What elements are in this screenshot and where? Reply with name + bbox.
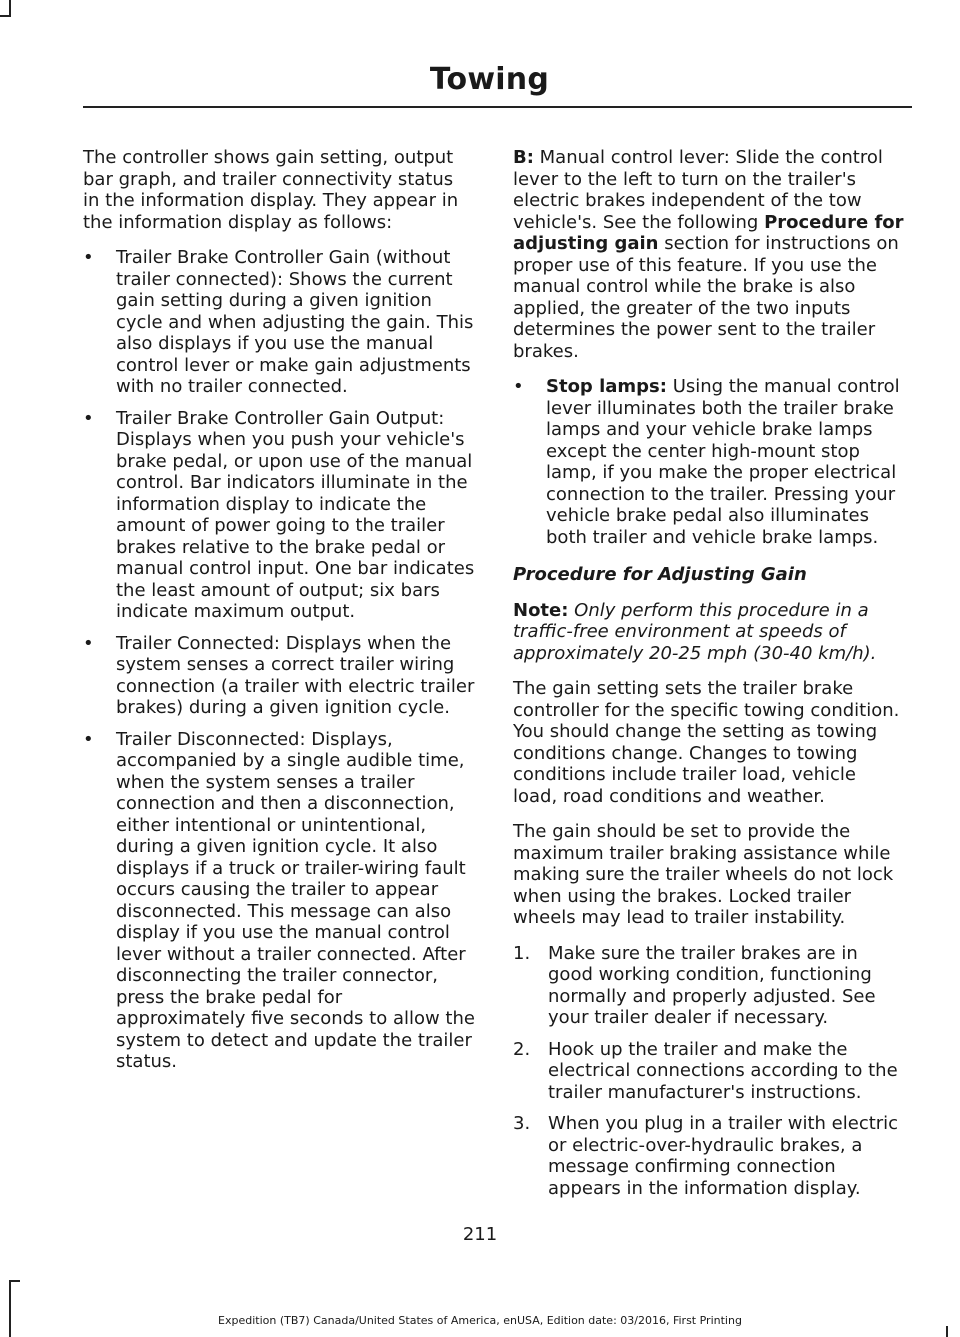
stop-lamps-list — [513, 376, 905, 548]
list-item-text: Trailer Connected: Displays when the system senses a correct trailer wiring connection (a trailer with electric trailer brakes) during a given ignition cycle. — [116, 632, 475, 718]
crop-mark-top-left-horizontal — [0, 15, 11, 17]
step-text: When you plug in a trailer with electric or electric-over-hydraulic brakes, a message confirming connection appears in the information display. — [548, 1113, 899, 1199]
display-messages-list — [83, 247, 475, 1073]
bullet-mark: • — [83, 407, 94, 429]
gain-setting-paragraph: The gain setting sets the trailer brake controller for the specific towing condition. You should change the setting as towing conditions change. Changes to towing conditions include trailer load, vehicle load, road conditions and weather. — [513, 678, 900, 807]
step-item — [513, 943, 905, 1029]
manual-control-text: Manual control lever: Slide the control lever to the left to turn on the trailer's electric brakes independent of the tow vehicle's. See the following — [513, 147, 883, 233]
step-text: Make sure the trailer brakes are in good working condition, functioning normally and properly adjusted. See your trailer dealer if necessary. — [548, 942, 876, 1028]
stop-lamps-label: Stop lamps: — [546, 376, 667, 397]
list-item-text: Trailer Disconnected: Displays, accompanied by a single audible time, when the system senses a trailer connection and then a disconnection, either intentional or unintentional, during a given ignition cycle. It also displays if a truck or trailer-wiring fault occurs causing the trailer to appear disconnected. This message can also display if you use the manual control lever without a trailer connected. After disconnecting the trailer connector, press the brake pedal for approximately five seconds to allow the system to detect and update the trailer status. — [116, 728, 475, 1072]
intro-paragraph: The controller shows gain setting, output bar graph, and trailer connectivity status in the information display. They appear in the information display as follows: — [83, 147, 459, 233]
stop-lamps-text: Using the manual control lever illuminates both the trailer brake lamps and your vehicle brake lamps except the center high-mount stop lamp, if you make the proper electrical connection to the trailer. Pressing your vehicle brake pedal also illuminates both trailer and vehicle brake lamps. — [546, 376, 900, 548]
list-item — [83, 633, 475, 719]
step-number: 2. — [513, 1038, 531, 1060]
list-item-text: Trailer Brake Controller Gain (without trailer connected): Shows the current gain setting during a given ignition cycle and when adjusting the gain. This also displays if you use the manual control lever or make gain adjustments with no trailer connected. — [116, 247, 474, 397]
procedure-heading: Procedure for Adjusting Gain — [513, 564, 807, 585]
label-b: B: — [513, 147, 534, 168]
bullet-mark: • — [513, 376, 524, 397]
bullet-mark: • — [83, 247, 94, 268]
gain-assistance-paragraph: The gain should be set to provide the maximum trailer braking assistance while making sure the trailer wheels do not lock when using the brakes. Locked trailer wheels may lead to trailer instability. — [513, 821, 894, 928]
page-number: 211 — [462, 1224, 498, 1245]
bullet-mark: • — [83, 632, 94, 654]
step-item — [513, 1113, 905, 1199]
crop-mark-bottom-left-vertical — [9, 1280, 11, 1337]
procedure-steps — [513, 943, 905, 1200]
crop-mark-top-left-vertical — [9, 0, 11, 16]
step-item — [513, 1039, 905, 1104]
procedure-reference: Procedure for adjusting gain — [513, 211, 904, 254]
note-label: Note: — [513, 599, 569, 621]
left-column — [83, 147, 475, 1083]
crop-mark-bottom-left-horizontal — [9, 1280, 20, 1282]
manual-control-paragraph — [513, 147, 905, 362]
note-paragraph — [513, 600, 905, 665]
edition-footer: Expedition (TB7) Canada/United States of America, enUSA, Edition date: 03/2016, First Printing — [218, 1314, 742, 1327]
step-text: Hook up the trailer and make the electrical connections according to the trailer manufacturer's instructions. — [548, 1038, 898, 1103]
list-item-text: Trailer Brake Controller Gain Output: Displays when you push your vehicle's brake pedal, or upon use of the manual control. Bar indicators illuminate in the information display to indicate the amount of power going to the trailer brakes relative to the brake pedal or manual control input. One bar indicates the least amount of output; six bars indicate maximum output. — [116, 407, 475, 622]
right-column — [513, 147, 905, 1209]
list-item — [513, 376, 905, 548]
step-number: 3. — [513, 1113, 531, 1134]
step-number: 1. — [513, 942, 531, 964]
bullet-mark: • — [83, 728, 94, 750]
header-divider — [83, 106, 912, 108]
list-item — [83, 729, 475, 1073]
manual-control-text-continued: section for instructions on proper use of this feature. If you use the manual control while the brake is also applied, the greater of the two inputs determines the power sent to the trailer brakes. — [513, 233, 899, 362]
list-item — [83, 408, 475, 623]
list-item — [83, 247, 475, 398]
section-title: Towing — [429, 62, 549, 97]
crop-mark-bottom-right-vertical — [946, 1326, 948, 1337]
note-text: Only perform this procedure in a traffic-free environment at speeds of approximately 20-25 mph (30-40 km/h). — [513, 599, 877, 664]
